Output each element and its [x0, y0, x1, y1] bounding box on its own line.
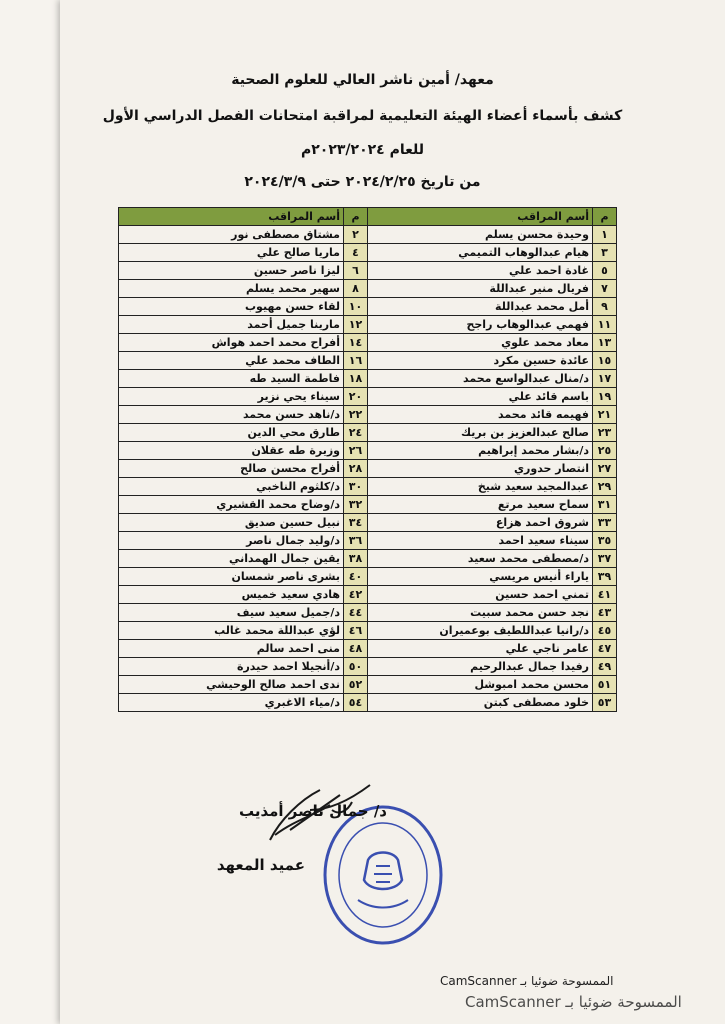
signatory-name: د/ جمال ناصر أمذيب: [238, 802, 387, 820]
table-row: [119, 298, 617, 316]
scanner-watermark: الممسوحة ضوئيا بـ CamScanner: [465, 993, 682, 1011]
academic-year: للعام ٢٠٢٣/٢٠٢٤م: [300, 142, 424, 158]
proctor-name: هادي سعيد خميس: [119, 586, 344, 604]
row-number: ٣٥: [593, 532, 617, 550]
proctors-table: [118, 207, 617, 712]
proctor-name: د/ناهد حسن محمد: [119, 406, 344, 424]
proctor-name: هيام عبدالوهاب التميمي: [368, 244, 593, 262]
document-title: كشف بأسماء أعضاء الهيئة التعليمية لمراقبة امتحانات الفصل الدراسي الأول: [102, 108, 623, 124]
proctor-name: ليزا ناصر حسين: [119, 262, 344, 280]
row-number: ٥٠: [344, 658, 368, 676]
row-number: ٨: [344, 280, 368, 298]
proctor-name: فاطمة السيد طه: [119, 370, 344, 388]
number-header: م: [593, 208, 617, 226]
proctor-name: نجد حسن محمد سبيت: [368, 604, 593, 622]
proctor-name: د/كلثوم الناخبي: [119, 478, 344, 496]
row-number: ٢١: [593, 406, 617, 424]
row-number: ٥١: [593, 676, 617, 694]
institute-name: معهد/ أمين ناشر العالي للعلوم الصحية: [231, 72, 494, 88]
row-number: ١٩: [593, 388, 617, 406]
proctor-name: د/وضاح محمد القشيري: [119, 496, 344, 514]
row-number: ١٠: [344, 298, 368, 316]
row-number: ٢٢: [344, 406, 368, 424]
table-row: [119, 406, 617, 424]
row-number: ٤٣: [593, 604, 617, 622]
row-number: ٢٣: [593, 424, 617, 442]
proctor-name: ماريا صالح علي: [119, 244, 344, 262]
row-number: ٣: [593, 244, 617, 262]
row-number: ١٦: [344, 352, 368, 370]
proctor-name: عبدالمجيد سعيد شيخ: [368, 478, 593, 496]
table-row: [119, 514, 617, 532]
row-number: ٥٣: [593, 694, 617, 712]
proctor-name: د/أنجيلا احمد حيدرة: [119, 658, 344, 676]
proctor-name: صالح عبدالعزيز بن بريك: [368, 424, 593, 442]
table-row: [119, 262, 617, 280]
row-number: ٩: [593, 298, 617, 316]
proctor-name: معاد محمد علوي: [368, 334, 593, 352]
row-number: ٤٧: [593, 640, 617, 658]
row-number: ٢٨: [344, 460, 368, 478]
proctor-name: الطاف محمد علي: [119, 352, 344, 370]
row-number: ٣١: [593, 496, 617, 514]
number-header: م: [344, 208, 368, 226]
row-number: ٢٥: [593, 442, 617, 460]
row-number: ١١: [593, 316, 617, 334]
table-row: [119, 334, 617, 352]
proctor-name: باسم قائد علي: [368, 388, 593, 406]
table-row: [119, 622, 617, 640]
proctor-name: د/منال عبدالواسع محمد: [368, 370, 593, 388]
row-number: ٥٤: [344, 694, 368, 712]
table-row: [119, 586, 617, 604]
proctor-name: محسن محمد امبوشل: [368, 676, 593, 694]
proctor-name: خلود مصطفى كبتن: [368, 694, 593, 712]
row-number: ٣٧: [593, 550, 617, 568]
proctor-name: عائدة حسين مكرد: [368, 352, 593, 370]
row-number: ٢٩: [593, 478, 617, 496]
proctor-name: سهير محمد يسلم: [119, 280, 344, 298]
proctor-name: د/وليد جمال ناصر: [119, 532, 344, 550]
proctor-name: ياراء أنيس مريسي: [368, 568, 593, 586]
proctor-name: منى احمد سالم: [119, 640, 344, 658]
table-row: [119, 496, 617, 514]
official-seal: [318, 800, 448, 950]
row-number: ٤٤: [344, 604, 368, 622]
proctor-name: د/مياء الاغبري: [119, 694, 344, 712]
table-row: [119, 370, 617, 388]
name-header: أسم المراقب: [119, 208, 344, 226]
table-row: [119, 532, 617, 550]
proctor-name: أفراح محمد احمد هواش: [119, 334, 344, 352]
proctor-name: وحيدة محسن يسلم: [368, 226, 593, 244]
proctor-name: مارينا جميل أحمد: [119, 316, 344, 334]
table-row: [119, 568, 617, 586]
scanner-watermark: الممسوحة ضوئيا بـ CamScanner: [440, 974, 614, 988]
proctor-name: مشتاق مصطفى نور: [119, 226, 344, 244]
row-number: ٢: [344, 226, 368, 244]
proctor-name: سيناء يحي نزير: [119, 388, 344, 406]
table-row: [119, 316, 617, 334]
table-row: [119, 478, 617, 496]
row-number: ٤٢: [344, 586, 368, 604]
row-number: ١٣: [593, 334, 617, 352]
table-row: [119, 604, 617, 622]
row-number: ١٥: [593, 352, 617, 370]
proctor-name: شروق احمد هزاع: [368, 514, 593, 532]
table-row: [119, 280, 617, 298]
row-number: ٤: [344, 244, 368, 262]
row-number: ٤٩: [593, 658, 617, 676]
row-number: ٣٦: [344, 532, 368, 550]
row-number: ١٧: [593, 370, 617, 388]
proctor-name: بشرى ناصر شمسان: [119, 568, 344, 586]
table-row: [119, 694, 617, 712]
table-row: [119, 676, 617, 694]
row-number: ٤٥: [593, 622, 617, 640]
table-row: [119, 424, 617, 442]
row-number: ٦: [344, 262, 368, 280]
row-number: ١٤: [344, 334, 368, 352]
row-number: ١: [593, 226, 617, 244]
proctor-name: تمني احمد حسين: [368, 586, 593, 604]
proctor-name: فهمي عبدالوهاب راجح: [368, 316, 593, 334]
proctor-name: انتصار حدوري: [368, 460, 593, 478]
row-number: ٢٤: [344, 424, 368, 442]
proctor-name: د/مصطفى محمد سعيد: [368, 550, 593, 568]
proctor-name: فهيمه قائد محمد: [368, 406, 593, 424]
proctor-name: د/رانيا عبداللطيف بوعميران: [368, 622, 593, 640]
table-row: [119, 658, 617, 676]
row-number: ٤٨: [344, 640, 368, 658]
proctor-name: طارق محي الدين: [119, 424, 344, 442]
row-number: ٣٩: [593, 568, 617, 586]
row-number: ٢٧: [593, 460, 617, 478]
table-row: [119, 640, 617, 658]
table-row: [119, 550, 617, 568]
table-row: [119, 460, 617, 478]
proctor-name: لقاء حسن مهيوب: [119, 298, 344, 316]
row-number: ٣٠: [344, 478, 368, 496]
row-number: ٣٤: [344, 514, 368, 532]
name-header: أسم المراقب: [368, 208, 593, 226]
row-number: ٢٦: [344, 442, 368, 460]
proctor-name: أمل محمد عبداللة: [368, 298, 593, 316]
row-number: ١٨: [344, 370, 368, 388]
row-number: ١٢: [344, 316, 368, 334]
table-row: [119, 352, 617, 370]
proctor-name: د/بشار محمد إبراهيم: [368, 442, 593, 460]
table-row: [119, 226, 617, 244]
row-number: ٤٠: [344, 568, 368, 586]
table-row: [119, 388, 617, 406]
row-number: ٥: [593, 262, 617, 280]
row-number: ٤٦: [344, 622, 368, 640]
proctor-name: سماح سعيد مرتع: [368, 496, 593, 514]
row-number: ٣٣: [593, 514, 617, 532]
row-number: ٤١: [593, 586, 617, 604]
table-row: [119, 442, 617, 460]
proctor-name: د/جميل سعيد سيف: [119, 604, 344, 622]
proctor-name: عامر ناجي علي: [368, 640, 593, 658]
proctor-name: ندى احمد صالح الوحيشي: [119, 676, 344, 694]
row-number: ٢٠: [344, 388, 368, 406]
table-header-row: [119, 208, 617, 226]
proctor-name: وزيرة طه عقلان: [119, 442, 344, 460]
proctor-name: غادة احمد علي: [368, 262, 593, 280]
row-number: ٥٢: [344, 676, 368, 694]
signatory-title: عميد المعهد: [216, 856, 305, 874]
row-number: ٣٢: [344, 496, 368, 514]
proctor-name: فريال منير عبداللة: [368, 280, 593, 298]
row-number: ٣٨: [344, 550, 368, 568]
proctor-name: يقين جمال الهمداني: [119, 550, 344, 568]
table-row: [119, 244, 617, 262]
proctor-name: لؤي عبداللة محمد غالب: [119, 622, 344, 640]
exam-period: من تاريخ ٢٠٢٤/٢/٢٥ حتى ٢٠٢٤/٣/٩: [244, 174, 481, 190]
proctor-name: سيناء سعيد احمد: [368, 532, 593, 550]
proctor-name: نبيل حسين صديق: [119, 514, 344, 532]
row-number: ٧: [593, 280, 617, 298]
proctor-name: رفيدا جمال عبدالرحيم: [368, 658, 593, 676]
proctor-name: أفراح محسن صالح: [119, 460, 344, 478]
